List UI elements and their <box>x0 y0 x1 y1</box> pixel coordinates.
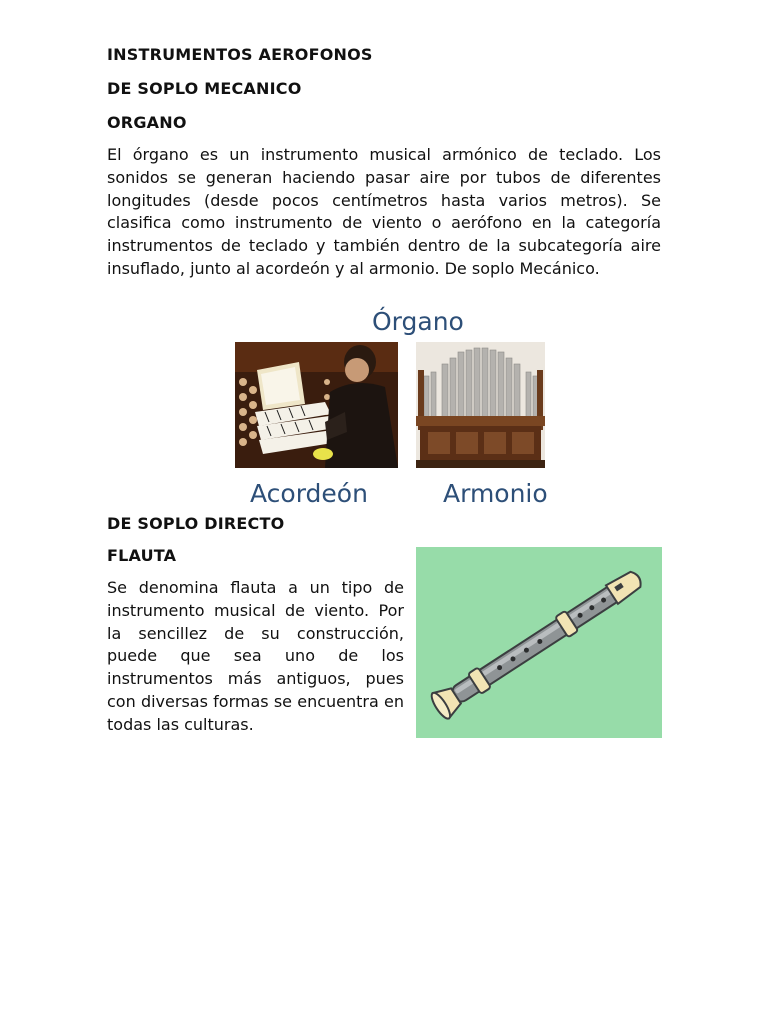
organist-playing-organ-image <box>235 342 398 468</box>
main-heading: INSTRUMENTOS AEROFONOS <box>107 45 373 64</box>
figure-label-armonio: Armonio <box>443 479 548 508</box>
subheading-flute: FLAUTA <box>107 546 177 565</box>
flute-paragraph: Se denomina flauta a un tipo de instrumento musical de viento. Por la sencillez de su construcción, puede que sea uno de los instrumentos más antiguos, pues con diversas formas se encuentra en todas las culturas. <box>107 578 404 734</box>
recorder-flute-image <box>416 547 662 738</box>
subheading-organ: ORGANO <box>107 113 187 132</box>
section-heading-mechanical: DE SOPLO MECANICO <box>107 79 302 98</box>
figure-label-acordeon: Acordeón <box>250 479 368 508</box>
section-heading-direct: DE SOPLO DIRECTO <box>107 514 285 533</box>
figure-label-organo: Órgano <box>372 307 464 336</box>
organ-paragraph: El órgano es un instrumento musical armónico de teclado. Los sonidos se generan haciendo pasar aire por tubos de diferentes longitudes (desde pocos centímetros hasta varios metros). Se clasifica como instrumento de viento o aerófono en la categoría instrumentos de teclado y también dentro de la subcategoría aire insuflado, junto al acordeón y al armonio. De soplo Mecánico. <box>107 145 661 278</box>
pipe-organ-image <box>416 342 545 468</box>
